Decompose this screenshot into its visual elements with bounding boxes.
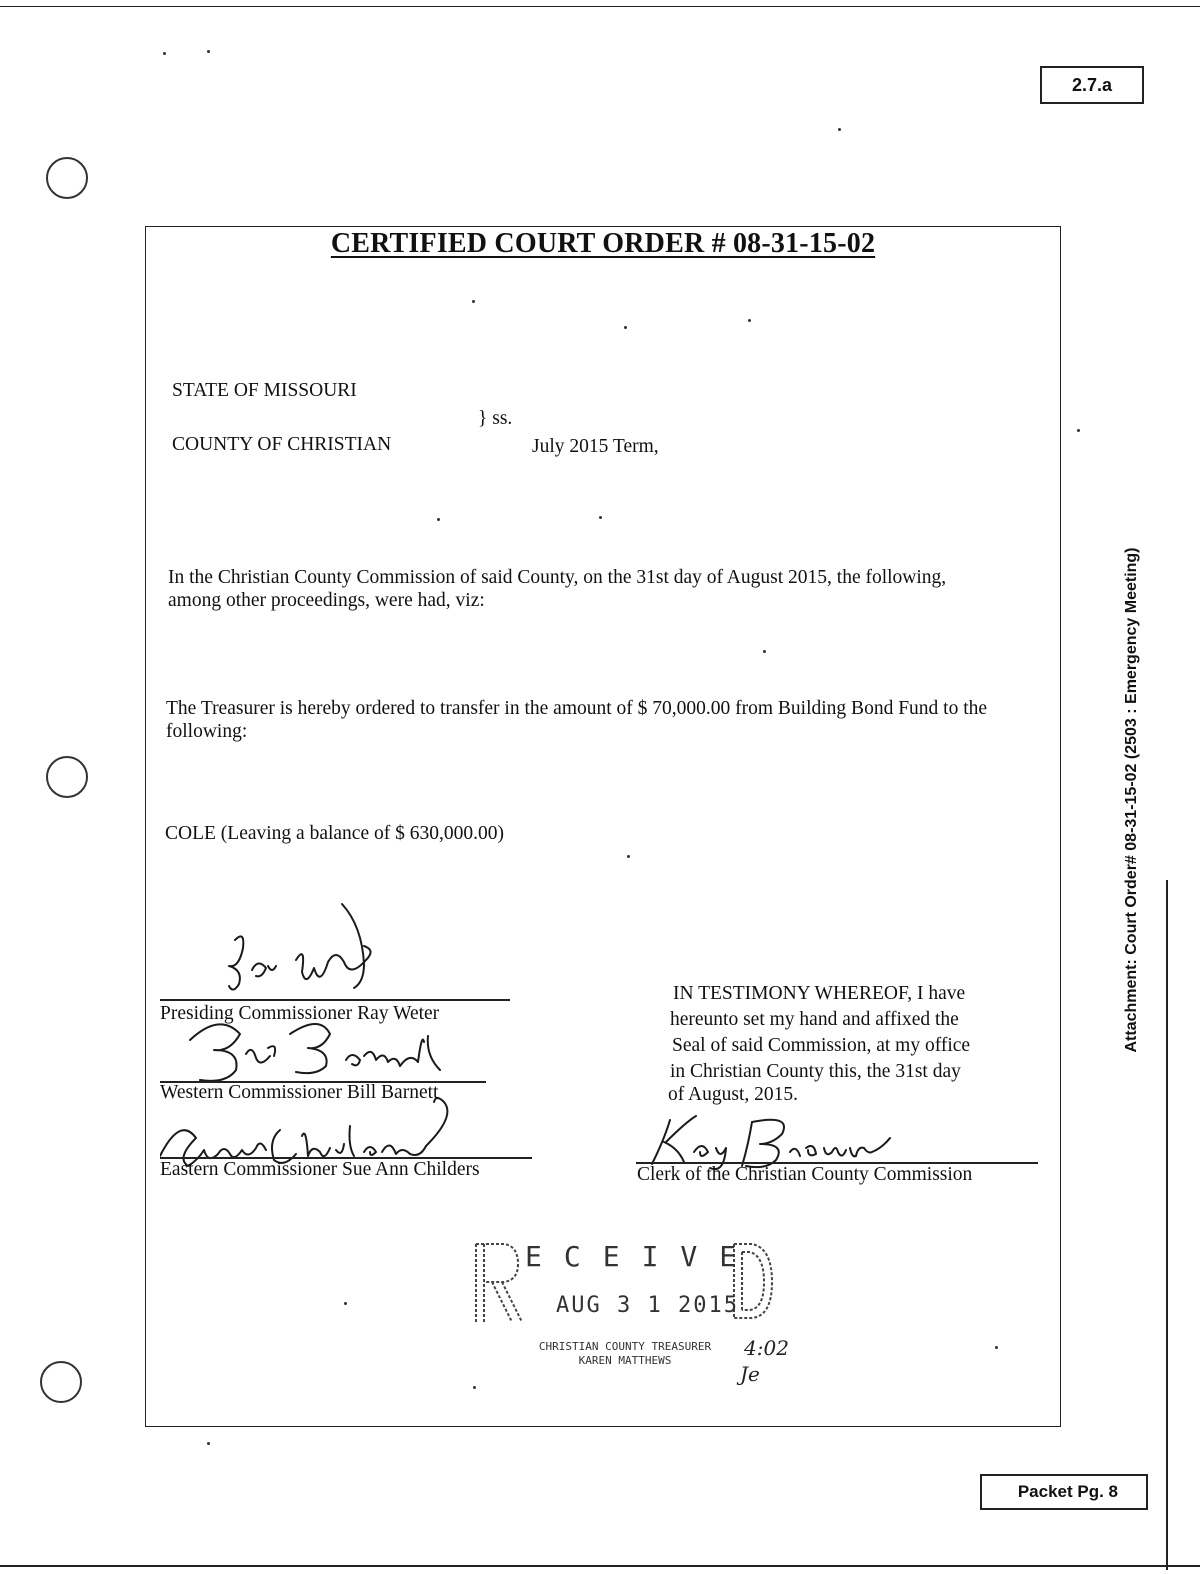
- presiding-commissioner-label: Presiding Commissioner Ray Weter: [160, 1003, 440, 1024]
- scan-bottom-edge: [0, 1565, 1200, 1567]
- western-commissioner-label: Western Commissioner Bill Barnett: [160, 1082, 439, 1103]
- testimony-line: Seal of said Commission, at my office: [672, 1035, 971, 1056]
- page-title: [145, 228, 1061, 260]
- testimony-line: hereunto set my hand and affixed the: [670, 1009, 959, 1030]
- received-stamp-office-line: CHRISTIAN COUNTY TREASURER: [538, 1340, 712, 1353]
- scan-speck: [838, 128, 841, 131]
- page-title-text: CERTIFIED COURT ORDER # 08-31-15-02: [330, 228, 876, 259]
- handwritten-initials: Je: [740, 1362, 760, 1386]
- scan-speck: [763, 650, 766, 653]
- venue-county: COUNTY OF CHRISTIAN: [172, 434, 392, 455]
- testimony-line: IN TESTIMONY WHEREOF, I have: [673, 983, 966, 1004]
- testimony-line: in Christian County this, the 31st day: [670, 1061, 961, 1082]
- punch-hole-icon: [46, 157, 88, 199]
- attachment-tag-label: 2.7.a: [1071, 74, 1113, 95]
- packet-page-tag: [980, 1474, 1148, 1510]
- scan-speck: [207, 50, 210, 53]
- scan-right-edge: [1166, 880, 1168, 1570]
- received-stamp-office: [525, 1340, 725, 1368]
- testimony-line: of August, 2015.: [668, 1084, 799, 1105]
- handwritten-time: 4:02: [744, 1336, 789, 1360]
- scan-top-edge: [0, 6, 1200, 7]
- packet-page-label: Packet Pg. 8: [1017, 1482, 1118, 1501]
- scan-speck: [207, 1442, 210, 1445]
- signature-line: [160, 999, 510, 1001]
- scan-speck: [1077, 429, 1080, 432]
- intro-paragraph: In the Christian County Commission of said County, on the 31st day of August 2015, the following, among other proceedings, were had, viz:: [168, 567, 947, 611]
- clerk-label: Clerk of the Christian County Commission: [637, 1164, 973, 1185]
- venue-state: STATE OF MISSOURI: [172, 380, 357, 401]
- scan-speck: [748, 319, 751, 322]
- attachment-side-note-text: Attachment: Court Order# 08-31-15-02 (2503 : Emergency Meeting): [1123, 547, 1140, 1053]
- order-paragraph: The Treasurer is hereby ordered to transfer in the amount of $ 70,000.00 from Building Bond Fund to the following:: [166, 698, 988, 742]
- venue-ss: } ss.: [478, 408, 513, 429]
- scan-speck: [344, 1302, 347, 1305]
- recipient-line: COLE (Leaving a balance of $ 630,000.00): [165, 823, 504, 844]
- received-stamp-letters: ECEIVE: [525, 1240, 759, 1273]
- scan-speck: [624, 326, 627, 329]
- commissioner-signatures-icon: [160, 900, 560, 1200]
- venue-term: July 2015 Term,: [532, 436, 659, 457]
- punch-hole-icon: [40, 1361, 82, 1403]
- scan-speck: [473, 1386, 476, 1389]
- scan-speck: [627, 855, 630, 858]
- eastern-commissioner-label: Eastern Commissioner Sue Ann Childers: [160, 1159, 480, 1180]
- attachment-tag: [1040, 66, 1144, 104]
- scan-speck: [472, 300, 475, 303]
- scan-speck: [599, 516, 602, 519]
- received-stamp-office-line: KAREN MATTHEWS: [578, 1354, 672, 1367]
- scan-speck: [437, 518, 440, 521]
- received-stamp-date: AUG 3 1 2015: [556, 1293, 739, 1318]
- punch-hole-icon: [46, 756, 88, 798]
- scan-speck: [995, 1346, 998, 1349]
- scan-speck: [163, 52, 166, 55]
